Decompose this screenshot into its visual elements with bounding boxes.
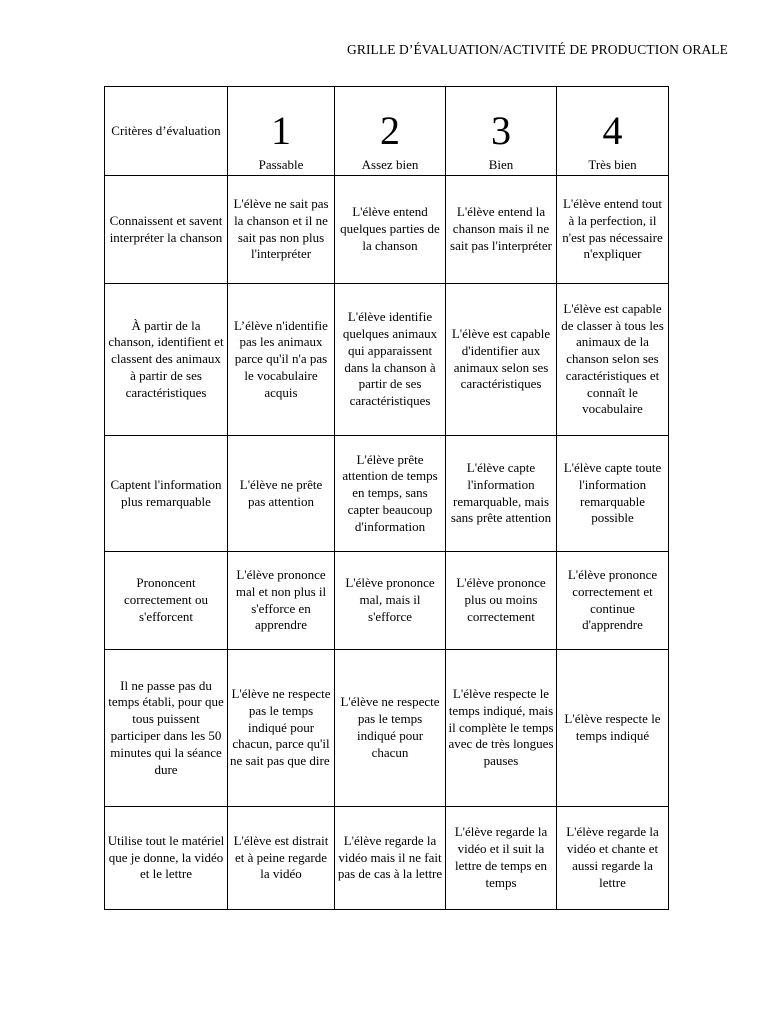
criterion-cell: Prononcent correctement ou s'efforcent [105,552,228,650]
level-4-cell: L'élève capte toute l'information remarquable possible [557,436,669,552]
level-1-cell: L'élève ne sait pas la chanson et il ne sait pas non plus l'interpréter [228,176,335,284]
criteria-title: Critères d’évaluation [111,122,221,138]
level-number: 1 [271,108,291,153]
level-1-cell: L'élève prononce mal et non plus il s'efforce en apprendre [228,552,335,650]
level-number: 3 [491,108,511,153]
criterion-row-understanding [105,176,669,284]
criterion-row-timing [105,650,669,807]
grid-header-row [105,87,669,176]
level-header-3 [446,87,557,176]
level-label: Assez bien [361,157,419,172]
level-3-cell: L'élève capte l'information remarquable, mais sans prête attention [446,436,557,552]
level-4-cell: L'élève est capable de classer à tous les animaux de la chanson selon ses caractéristiques et connaît le vocabulaire [557,284,669,436]
level-3-cell: L'élève est capable d'identifier aux animaux selon ses caractéristiques [446,284,557,436]
criterion-cell: À partir de la chanson, identifient et classent des animaux à partir de ses caractéristiques [105,284,228,436]
level-label: Passable [258,157,304,172]
document-header: GRILLE D’ÉVALUATION/ACTIVITÉ DE PRODUCTION ORALE [346,42,728,57]
criterion-cell: Il ne passe pas du temps établi, pour que tous puissent participer dans les 50 minutes qui la séance dure [105,650,228,807]
level-label: Très bien [588,157,637,172]
level-header-2 [335,87,446,176]
criterion-row-materials [105,807,669,910]
level-2-cell: L'élève prête attention de temps en temps, sans capter beaucoup d'information [335,436,446,552]
level-1-cell: L'élève est distrait et à peine regarde la vidéo [228,807,335,910]
level-1-cell: L'élève ne respecte pas le temps indiqué pour chacun, parce qu'il ne sait pas que dire [228,650,335,807]
level-header-1 [228,87,335,176]
evaluation-grid [104,86,669,910]
level-label: Bien [488,157,514,172]
criterion-row-classification [105,284,669,436]
level-1-cell: L'élève ne prête pas attention [228,436,335,552]
level-4-cell: L'élève entend tout à la perfection, il n'est pas nécessaire n'expliquer [557,176,669,284]
level-1-cell: L’élève n'identifie pas les animaux parce qu'il n'a pas le vocabulaire acquis [228,284,335,436]
level-4-cell: L'élève regarde la vidéo et chante et aussi regarde la lettre [557,807,669,910]
criterion-row-attention [105,436,669,552]
criterion-row-pronunciation [105,552,669,650]
level-4-cell: L'élève prononce correctement et continue d'apprendre [557,552,669,650]
criterion-cell: Captent l'information plus remarquable [105,436,228,552]
criterion-cell: Connaissent et savent interpréter la chanson [105,176,228,284]
level-3-cell: L'élève regarde la vidéo et il suit la lettre de temps en temps [446,807,557,910]
criterion-cell: Utilise tout le matériel que je donne, la vidéo et le lettre [105,807,228,910]
level-3-cell: L'élève prononce plus ou moins correctement [446,552,557,650]
level-header-4 [557,87,669,176]
level-2-cell: L'élève identifie quelques animaux qui apparaissent dans la chanson à partir de ses caractéristiques [335,284,446,436]
level-4-cell: L'élève respecte le temps indiqué [557,650,669,807]
level-2-cell: L'élève ne respecte pas le temps indiqué pour chacun [335,650,446,807]
level-3-cell: L'élève respecte le temps indiqué, mais il complète le temps avec de très longues pauses [446,650,557,807]
level-2-cell: L'élève regarde la vidéo mais il ne fait pas de cas à la lettre [335,807,446,910]
level-2-cell: L'élève entend quelques parties de la chanson [335,176,446,284]
level-number: 4 [602,108,623,153]
level-2-cell: L'élève prononce mal, mais il s'efforce [335,552,446,650]
level-3-cell: L'élève entend la chanson mais il ne sait pas l'interpréter [446,176,557,284]
level-number: 2 [380,108,400,153]
criteria-header [105,87,228,176]
